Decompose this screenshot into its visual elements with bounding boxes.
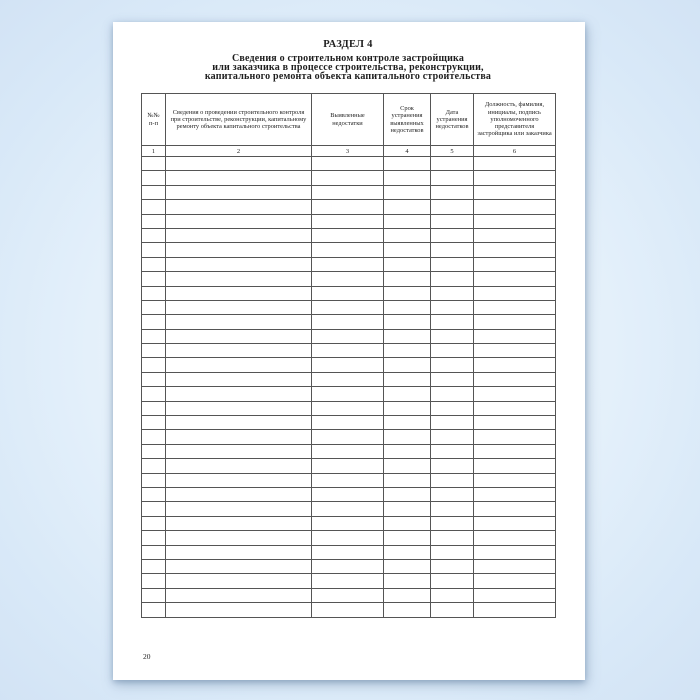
empty-cell: [431, 545, 474, 559]
empty-cell: [474, 372, 556, 386]
empty-cell: [384, 243, 431, 257]
column-header: Срок устранения выявленных недостатков: [384, 94, 431, 146]
empty-cell: [431, 387, 474, 401]
empty-cell: [142, 588, 166, 602]
empty-cell: [142, 200, 166, 214]
table-row: [142, 200, 556, 214]
empty-cell: [312, 574, 384, 588]
empty-cell: [142, 603, 166, 617]
empty-cell: [474, 157, 556, 171]
empty-cell: [384, 387, 431, 401]
table-row: [142, 315, 556, 329]
empty-cell: [431, 200, 474, 214]
empty-cell: [166, 387, 312, 401]
empty-cell: [312, 459, 384, 473]
empty-cell: [431, 185, 474, 199]
empty-cell: [474, 444, 556, 458]
empty-cell: [431, 372, 474, 386]
empty-cell: [474, 200, 556, 214]
empty-cell: [166, 185, 312, 199]
table-row: [142, 588, 556, 602]
empty-cell: [312, 416, 384, 430]
table-row: [142, 344, 556, 358]
empty-cell: [312, 444, 384, 458]
table-row: [142, 487, 556, 501]
empty-cell: [166, 286, 312, 300]
empty-cell: [384, 200, 431, 214]
table-row: [142, 531, 556, 545]
empty-cell: [142, 344, 166, 358]
empty-cell: [474, 300, 556, 314]
empty-cell: [312, 272, 384, 286]
empty-cell: [474, 502, 556, 516]
table-row: [142, 157, 556, 171]
empty-cell: [142, 473, 166, 487]
empty-cell: [431, 171, 474, 185]
empty-cell: [142, 487, 166, 501]
empty-cell: [312, 185, 384, 199]
empty-cell: [384, 574, 431, 588]
empty-cell: [142, 185, 166, 199]
empty-cell: [474, 401, 556, 415]
empty-cell: [166, 272, 312, 286]
empty-cell: [312, 344, 384, 358]
empty-cell: [474, 387, 556, 401]
empty-cell: [431, 300, 474, 314]
empty-cell: [142, 300, 166, 314]
empty-cell: [431, 574, 474, 588]
table-row: [142, 329, 556, 343]
empty-cell: [431, 243, 474, 257]
empty-cell: [474, 344, 556, 358]
empty-cell: [312, 559, 384, 573]
empty-cell: [312, 430, 384, 444]
empty-cell: [142, 329, 166, 343]
table-row: [142, 603, 556, 617]
empty-cell: [312, 372, 384, 386]
empty-cell: [384, 545, 431, 559]
empty-cell: [142, 272, 166, 286]
column-number-cell: 3: [312, 146, 384, 157]
empty-cell: [384, 257, 431, 271]
empty-cell: [474, 329, 556, 343]
empty-cell: [384, 588, 431, 602]
table-row: [142, 358, 556, 372]
empty-cell: [384, 372, 431, 386]
empty-cell: [166, 574, 312, 588]
empty-cell: [384, 157, 431, 171]
empty-cell: [431, 344, 474, 358]
empty-cell: [166, 329, 312, 343]
table-row: [142, 272, 556, 286]
empty-cell: [384, 502, 431, 516]
empty-cell: [384, 185, 431, 199]
empty-cell: [431, 257, 474, 271]
empty-cell: [384, 228, 431, 242]
empty-cell: [431, 329, 474, 343]
empty-cell: [384, 531, 431, 545]
empty-cell: [166, 214, 312, 228]
empty-cell: [474, 516, 556, 530]
column-number-cell: 6: [474, 146, 556, 157]
empty-cell: [474, 286, 556, 300]
empty-cell: [474, 473, 556, 487]
empty-cell: [384, 416, 431, 430]
empty-cell: [431, 516, 474, 530]
table-row: [142, 401, 556, 415]
empty-cell: [474, 430, 556, 444]
empty-cell: [312, 200, 384, 214]
empty-cell: [474, 257, 556, 271]
empty-cell: [474, 459, 556, 473]
table-row: [142, 559, 556, 573]
empty-cell: [431, 502, 474, 516]
empty-cell: [384, 473, 431, 487]
empty-cell: [431, 214, 474, 228]
empty-cell: [384, 214, 431, 228]
empty-cell: [166, 358, 312, 372]
empty-cell: [474, 358, 556, 372]
empty-cell: [166, 444, 312, 458]
empty-cell: [431, 430, 474, 444]
empty-cell: [384, 603, 431, 617]
column-numbers-row: [142, 146, 556, 157]
table-row: [142, 430, 556, 444]
empty-cell: [431, 459, 474, 473]
empty-cell: [474, 228, 556, 242]
empty-cell: [474, 545, 556, 559]
empty-cell: [431, 473, 474, 487]
empty-cell: [312, 545, 384, 559]
empty-cell: [166, 300, 312, 314]
empty-cell: [166, 531, 312, 545]
empty-cell: [312, 171, 384, 185]
empty-cell: [142, 401, 166, 415]
empty-cell: [312, 286, 384, 300]
empty-cell: [142, 243, 166, 257]
empty-cell: [142, 358, 166, 372]
column-number-cell: 2: [166, 146, 312, 157]
table-row: [142, 171, 556, 185]
empty-cell: [431, 416, 474, 430]
empty-cell: [431, 588, 474, 602]
empty-cell: [312, 387, 384, 401]
empty-cell: [312, 531, 384, 545]
empty-cell: [142, 228, 166, 242]
empty-cell: [166, 228, 312, 242]
empty-cell: [166, 257, 312, 271]
table-row: [142, 228, 556, 242]
empty-cell: [474, 272, 556, 286]
empty-cell: [142, 502, 166, 516]
empty-cell: [166, 372, 312, 386]
empty-cell: [142, 545, 166, 559]
empty-cell: [166, 559, 312, 573]
empty-cell: [166, 502, 312, 516]
empty-cell: [166, 344, 312, 358]
empty-cell: [142, 416, 166, 430]
empty-cell: [312, 243, 384, 257]
empty-cell: [166, 430, 312, 444]
table-row: [142, 286, 556, 300]
empty-cell: [431, 286, 474, 300]
empty-cell: [431, 272, 474, 286]
empty-cell: [384, 487, 431, 501]
empty-cell: [166, 545, 312, 559]
document-subtitle: [141, 55, 555, 81]
empty-cell: [142, 387, 166, 401]
table-row: [142, 516, 556, 530]
table-row: [142, 300, 556, 314]
empty-cell: [431, 559, 474, 573]
column-header: Дата устранения недостатков: [431, 94, 474, 146]
empty-cell: [384, 315, 431, 329]
empty-cell: [166, 487, 312, 501]
empty-cell: [142, 444, 166, 458]
empty-cell: [166, 516, 312, 530]
empty-cell: [384, 516, 431, 530]
empty-cell: [474, 243, 556, 257]
page-number: 20: [143, 652, 151, 661]
empty-cell: [142, 516, 166, 530]
table-row: [142, 502, 556, 516]
table-row: [142, 185, 556, 199]
empty-cell: [384, 300, 431, 314]
empty-cell: [166, 603, 312, 617]
empty-cell: [474, 574, 556, 588]
empty-cell: [431, 157, 474, 171]
table-row: [142, 243, 556, 257]
column-header: Выявленные недостатки: [312, 94, 384, 146]
empty-cell: [142, 157, 166, 171]
empty-cell: [166, 473, 312, 487]
table-row: [142, 387, 556, 401]
empty-cell: [431, 603, 474, 617]
table-row: [142, 214, 556, 228]
empty-cell: [384, 559, 431, 573]
empty-cell: [166, 171, 312, 185]
empty-cell: [384, 329, 431, 343]
empty-cell: [474, 171, 556, 185]
empty-cell: [384, 272, 431, 286]
empty-cell: [142, 214, 166, 228]
column-number-cell: 5: [431, 146, 474, 157]
empty-cell: [312, 214, 384, 228]
table-row: [142, 459, 556, 473]
document-heading: [141, 39, 555, 81]
empty-cell: [142, 372, 166, 386]
table-row: [142, 444, 556, 458]
empty-cell: [166, 401, 312, 415]
column-number-cell: 1: [142, 146, 166, 157]
empty-cell: [384, 430, 431, 444]
empty-cell: [166, 200, 312, 214]
column-header: Сведения о проведении строительного контроля при строительстве, реконструкции, капитальному ремонту объекта капитального строительства: [166, 94, 312, 146]
empty-cell: [166, 243, 312, 257]
empty-cell: [312, 487, 384, 501]
table-header-row: [142, 94, 556, 146]
empty-cell: [474, 315, 556, 329]
document-page: [113, 22, 585, 680]
empty-cell: [384, 171, 431, 185]
empty-cell: [312, 473, 384, 487]
table-row: [142, 416, 556, 430]
empty-cell: [384, 401, 431, 415]
empty-cell: [312, 329, 384, 343]
empty-cell: [474, 588, 556, 602]
empty-cell: [431, 315, 474, 329]
table-row: [142, 473, 556, 487]
table-body: [142, 157, 556, 618]
empty-cell: [384, 286, 431, 300]
empty-cell: [312, 401, 384, 415]
empty-cell: [384, 344, 431, 358]
empty-cell: [166, 315, 312, 329]
empty-cell: [474, 416, 556, 430]
column-number-cell: 4: [384, 146, 431, 157]
empty-cell: [384, 358, 431, 372]
construction-control-table: [141, 93, 556, 618]
empty-cell: [142, 257, 166, 271]
empty-cell: [166, 157, 312, 171]
empty-cell: [312, 300, 384, 314]
empty-cell: [431, 358, 474, 372]
empty-cell: [474, 531, 556, 545]
empty-cell: [142, 315, 166, 329]
empty-cell: [312, 516, 384, 530]
empty-cell: [431, 228, 474, 242]
table-row: [142, 372, 556, 386]
empty-cell: [166, 588, 312, 602]
empty-cell: [431, 487, 474, 501]
subtitle-line: или заказчика в процессе строительства, реконструкции,: [212, 61, 484, 73]
empty-cell: [166, 459, 312, 473]
empty-cell: [384, 459, 431, 473]
empty-cell: [142, 574, 166, 588]
empty-cell: [142, 459, 166, 473]
empty-cell: [312, 502, 384, 516]
column-header: №№ п-п: [142, 94, 166, 146]
empty-cell: [166, 416, 312, 430]
empty-cell: [142, 286, 166, 300]
empty-cell: [474, 185, 556, 199]
subtitle-line: Сведения о строительном контроле застройщика: [231, 53, 465, 64]
empty-cell: [474, 487, 556, 501]
empty-cell: [431, 401, 474, 415]
empty-cell: [474, 559, 556, 573]
table-row: [142, 574, 556, 588]
subtitle-line: капитального ремонта объекта капитального строительства: [204, 70, 492, 82]
empty-cell: [142, 531, 166, 545]
empty-cell: [431, 531, 474, 545]
empty-cell: [384, 444, 431, 458]
empty-cell: [312, 315, 384, 329]
empty-cell: [474, 214, 556, 228]
empty-cell: [312, 588, 384, 602]
section-title: РАЗДЕЛ 4: [323, 39, 373, 50]
empty-cell: [312, 257, 384, 271]
column-header: Должность, фамилия, инициалы, подпись уполномоченного представителя застройщика или заказчика: [474, 94, 556, 146]
empty-cell: [312, 157, 384, 171]
table-row: [142, 545, 556, 559]
table-row: [142, 257, 556, 271]
empty-cell: [142, 559, 166, 573]
empty-cell: [312, 228, 384, 242]
empty-cell: [431, 444, 474, 458]
empty-cell: [474, 603, 556, 617]
empty-cell: [142, 171, 166, 185]
empty-cell: [312, 603, 384, 617]
empty-cell: [312, 358, 384, 372]
empty-cell: [142, 430, 166, 444]
